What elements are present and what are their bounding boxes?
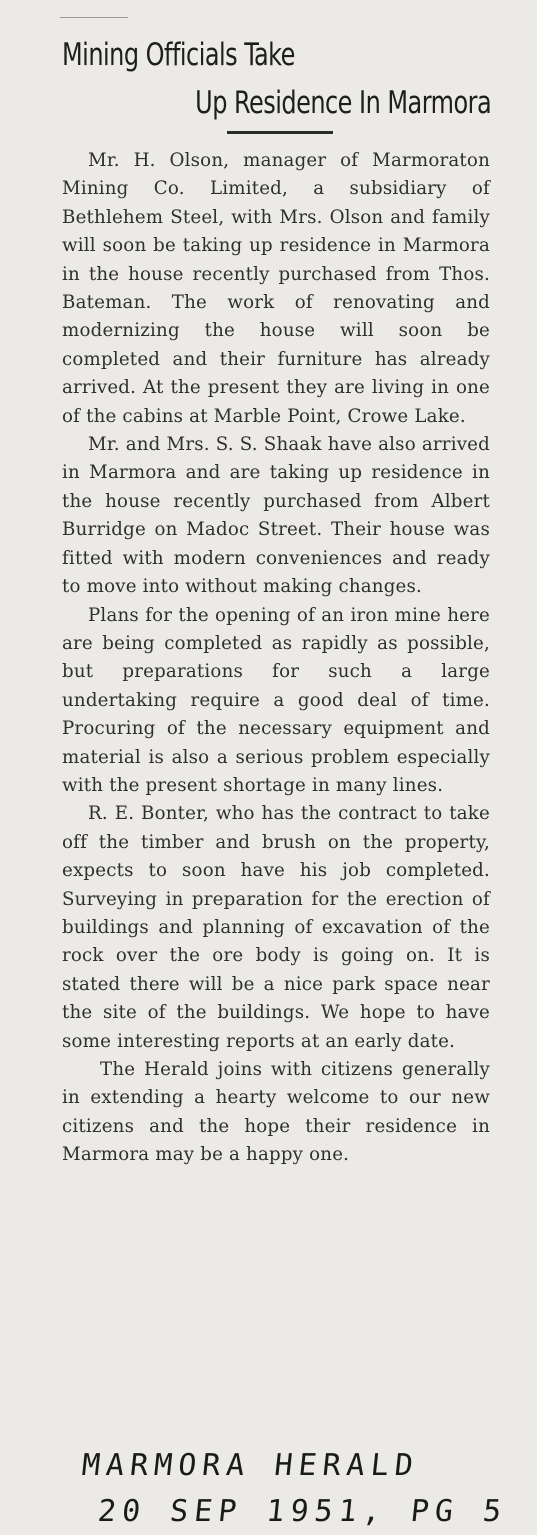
- article-paragraph-5: The Herald joins with citizens generally in extending a hearty welcome to our new citizens and the hope their residence in Marmora may be a happy one.: [62, 1059, 490, 1166]
- headline-line-1: Mining Officials Take: [62, 37, 295, 73]
- top-column-rule: [60, 17, 128, 18]
- source-date-page: 20 SEP 1951, PG 5: [96, 1494, 509, 1529]
- article-paragraph-3: Plans for the opening of an iron mine here are being completed as rapidly as possible, but preparations for such a large undertaking require a good deal of time. Procuring of the necessary equipment and material is also a serious problem especially with the present shortage in many lines.: [62, 604, 490, 796]
- headline-divider: [227, 131, 333, 134]
- source-publication: MARMORA HERALD: [80, 1448, 421, 1483]
- headline-line-2: Up Residence In Marmora: [195, 85, 491, 121]
- article-body: [62, 147, 490, 1170]
- article-paragraph-4: R. E. Bonter, who has the contract to take off the timber and brush on the property, expects to soon have his job completed. Surveying in preparation for the erection of buildings and planning of excavation of the rock over the ore body is going on. It is stated there will be a nice park space near the site of the buildings. We hope to have some interesting reports at an early date.: [62, 803, 490, 1052]
- article-paragraph-1: Mr. H. Olson, manager of Marmoraton Mining Co. Limited, a subsidiary of Bethlehem Steel, with Mrs. Olson and family will soon be taking up residence in Marmora in the house recently purchased from Thos. Bateman. The work of renovating and modernizing the house will soon be completed and their furniture has already arrived. At the present they are living in one of the cabins at Marble Point, Crowe Lake.: [62, 150, 490, 427]
- article-paragraph-2: Mr. and Mrs. S. S. Shaak have also arrived in Marmora and are taking up residence in the house recently purchased from Albert Burridge on Madoc Street. Their house was fitted with modern conveniences and ready to move into without making changes.: [62, 434, 490, 598]
